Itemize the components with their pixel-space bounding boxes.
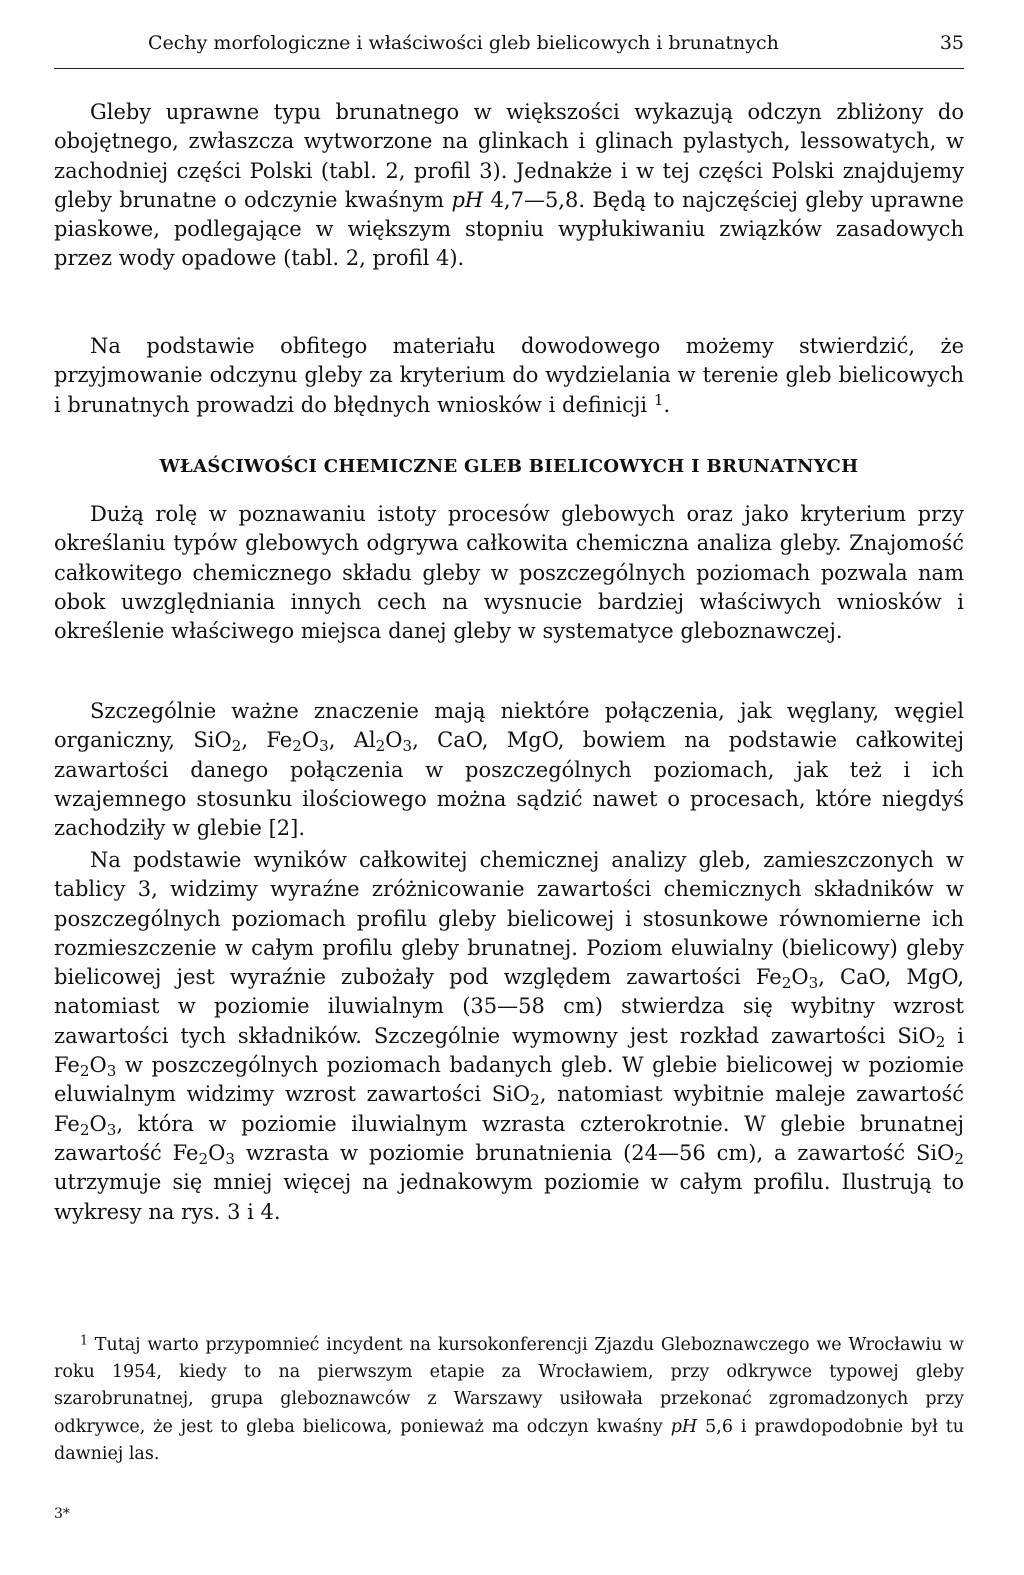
paragraph-1: Gleby uprawne typu brunatnego w większości wykazują odczyn zbliżony do obojętnego, zwłaszcza wytworzone na glinkach i glinach pylastych, lessowatych, w zachodniej części Polski (tabl. 2, profil 3). Jednakże i w tej części Polski znajdujemy gleby brunatne o odczynie kwaśnym pH 4,7—5,8. Będą to najczęściej gleby uprawne piaskowe, podlegające w większym stopniu wypłukiwaniu związków zasadowych przez wody opadowe (tabl. 2, profil 4).: [54, 100, 964, 271]
footnote-marker: 1: [80, 1332, 89, 1348]
footnote: $^1$ Tutaj warto przypomnieć incydent na kursokonferencji Zjazdu Gleboznawczego we Wrocławiu w roku 1954, kiedy to na pierwszym etapie za Wrocławiem, przy odkrywce typowej gleby szarobrunatnej, grupa gleboznawców z Warszawy usiłowała przekonać zgromadzonych przy odkrywce, że jest to gleba bielicowa, ponieważ ma odczyn kwaśny pH 5,6 i prawdopodobnie był tu dawniej las.: [54, 1332, 964, 1464]
signature-mark: 3*: [54, 1506, 70, 1522]
paragraph-3: Dużą rolę w poznawaniu istoty procesów glebowych oraz jako kryterium przy określaniu typów glebowych odgrywa całkowita chemiczna analiza gleby. Znajomość całkowitego chemicznego składu gleby w poszczególnych poziomach pozwala nam obok uwzględniania innych cech na wysnucie bardziej właściwych wniosków i określenie właściwego miejsca danej gleby w systematyce gleboznawczej.: [54, 502, 964, 644]
page-number: 35: [939, 32, 964, 54]
footnote-reference: 1: [653, 390, 664, 409]
running-title: Cechy morfologiczne i właściwości gleb bielicowych i brunatnych: [148, 32, 779, 54]
section-heading: WŁAŚCIWOŚCI CHEMICZNE GLEB BIELICOWYCH I BRUNATNYCH: [159, 456, 859, 477]
paragraph-2: Na podstawie obfitego materiału dowodowego możemy stwierdzić, że przyjmowanie odczynu gleby za kryterium do wydzielania w terenie gleb bielicowych i brunatnych prowadzi do błędnych wniosków i definicji $^1$.: [54, 334, 964, 417]
header-rule: [54, 68, 964, 69]
paragraph-5: Na podstawie wyników całkowitej chemicznej analizy gleb, zamieszczonych w tablicy 3, widzimy wyraźne zróżnicowanie zawartości chemicznych składników w poszczególnych poziomach profilu gleby bielicowej i stosunkowe równomierne ich rozmieszczenie w całym profilu gleby brunatnej. Poziom eluwialny (bielicowy) gleby bielicowej jest wyraźnie zubożały pod względem zawartości $Fe_2O_3$, CaO, MgO, natomiast w poziomie iluwialnym (35—58 cm) stwierdza się wybitny wzrost zawartości tych składników. Szczególnie wymowny jest rozkład zawartości SiO$_2$ i $Fe_2O_3$ w poszczególnych poziomach badanych gleb. W glebie bielicowej w poziomie eluwialnym widzimy wzrost zawartości SiO$_2$, natomiast wybitnie maleje zawartość $Fe_2O_3$, która w poziomie iluwialnym wzrasta czterokrotnie. W glebie brunatnej zawartość $Fe_2O_3$ wzrasta w poziomie brunatnienia (24—56 cm), a zawartość SiO$_2$ utrzymuje się mniej więcej na jednakowym poziomie w całym profilu. Ilustrują to wykresy na rys. 3 i 4.: [54, 848, 964, 1224]
paragraph-4: Szczególnie ważne znaczenie mają niektóre połączenia, jak węglany, węgiel organiczny, SiO$_2$, $Fe_2O_3$, $Al_2O_3$, CaO, MgO, bowiem na podstawie całkowitej zawartości danego połączenia w poszczególnych poziomach, jak też i ich wzajemnego stosunku ilościowego można sądzić nawet o procesach, które niegdyś zachodziły w glebie [2].: [54, 699, 964, 841]
